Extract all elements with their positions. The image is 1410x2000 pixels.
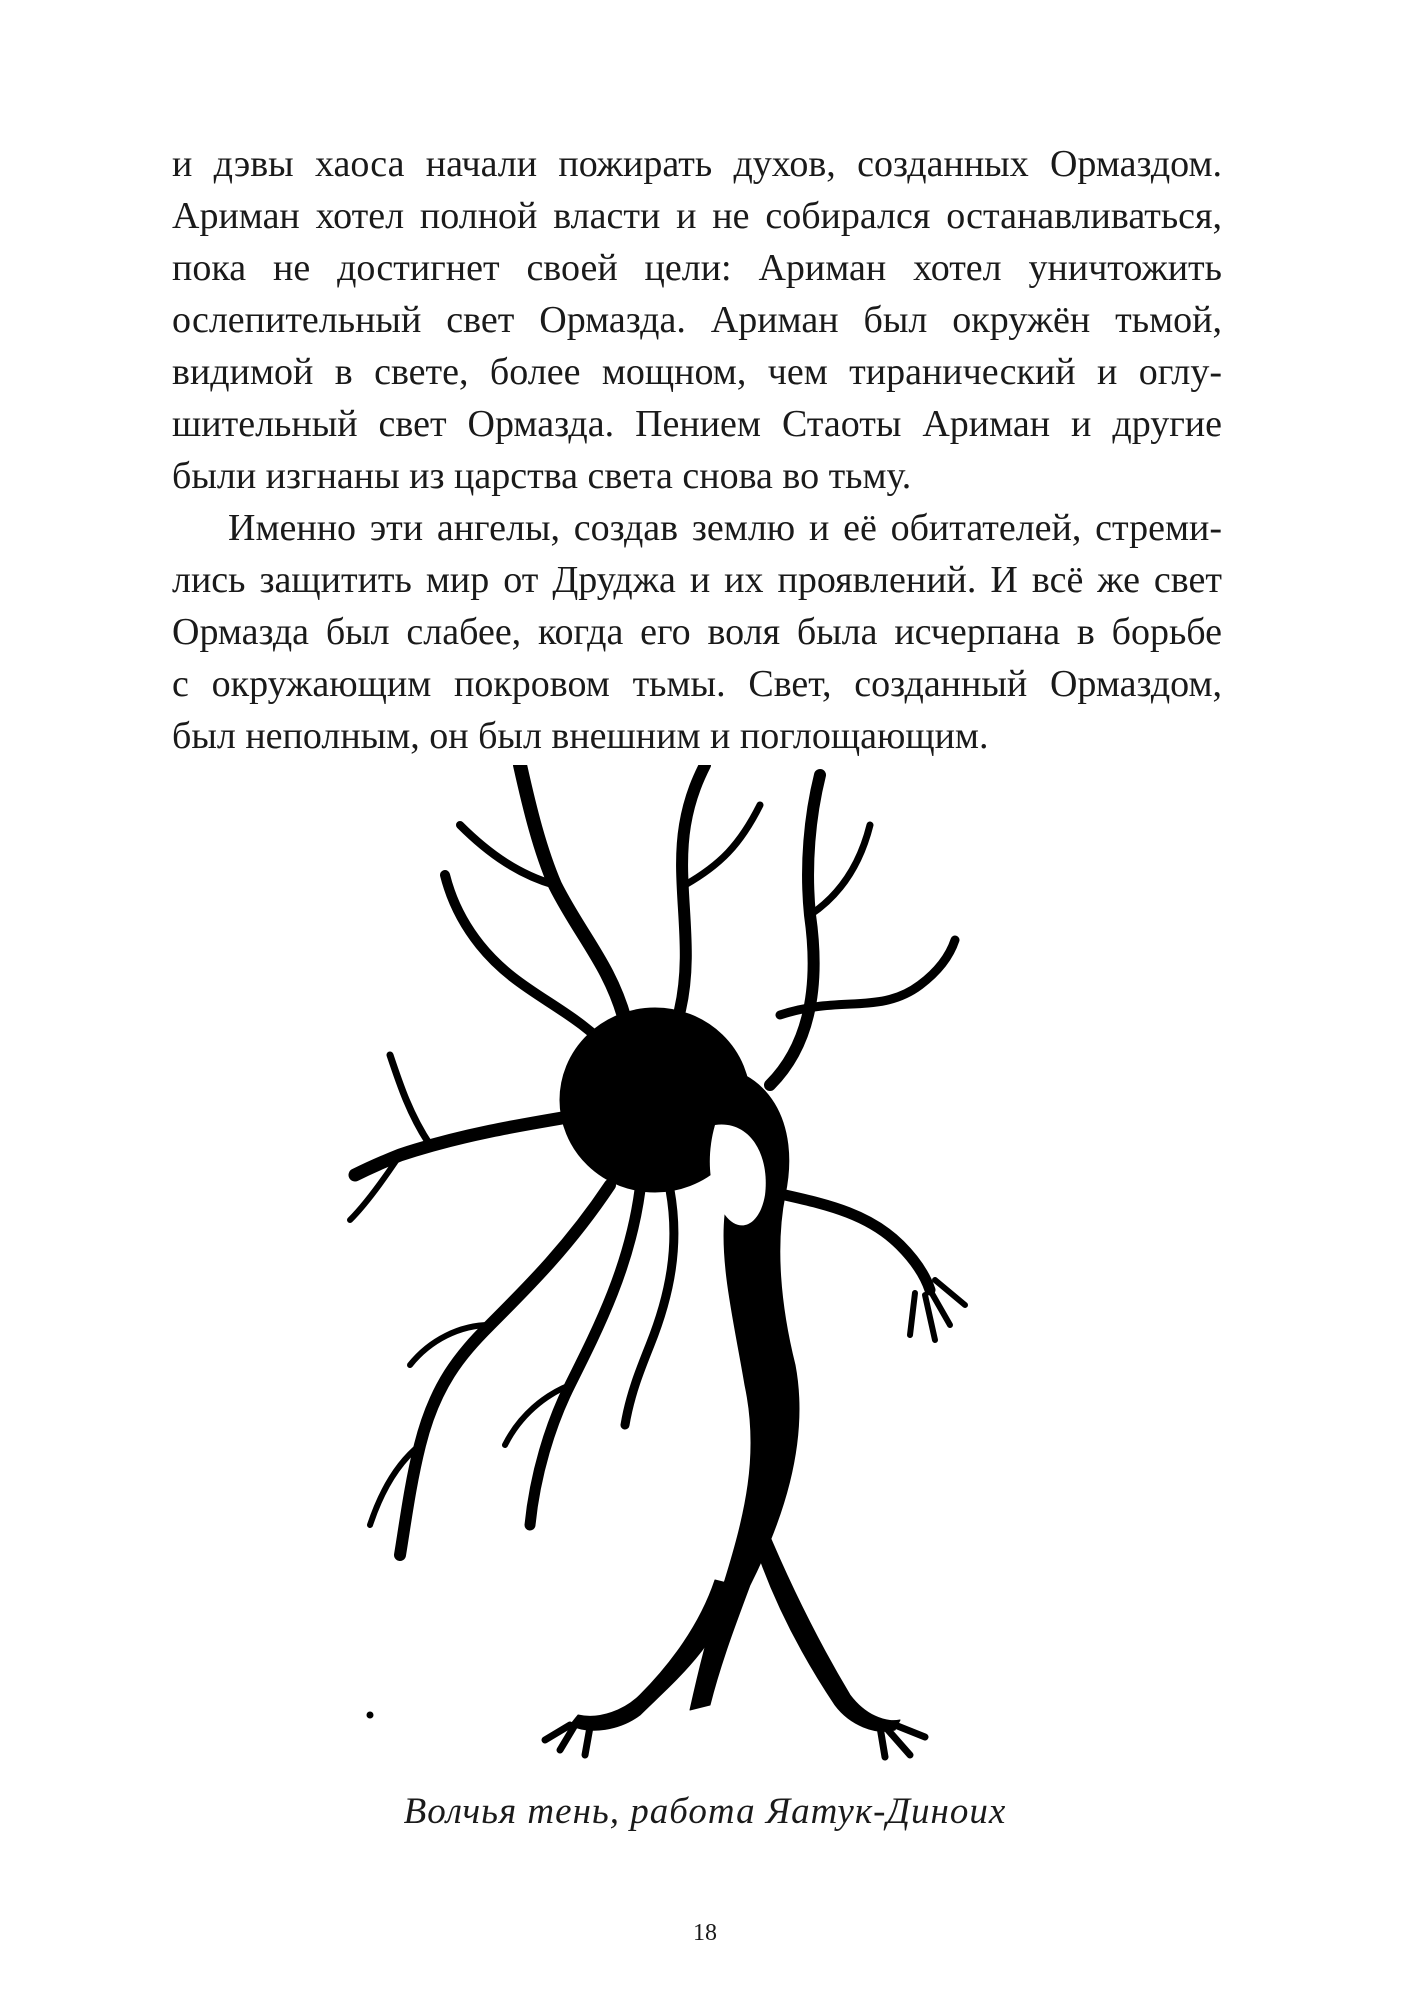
- text-line: с окружающим покровом тьмы. Свет, созданный Ормаздом,: [172, 663, 1222, 705]
- text-line: ослепительный свет Ормазда. Ариман был окружён тьмой,: [172, 299, 1222, 341]
- small-mark: [367, 1712, 373, 1718]
- text-line: лись защитить мир от Друджа и их проявлений. И всё же свет: [172, 559, 1222, 601]
- paragraph-2: [172, 502, 1222, 762]
- text-line: были изгнаны из царства света снова во тьму.: [172, 455, 912, 497]
- creature-right-leg: [755, 1525, 900, 1731]
- tendril-upper-right: [780, 940, 955, 1015]
- text-line: Именно эти ангелы, создав землю и её обитателей, стреми-: [228, 507, 1222, 549]
- right-hand-claws: [910, 1280, 965, 1340]
- silhouette-shapes: [350, 765, 965, 1757]
- tendril-left-arm-branch: [390, 1055, 430, 1145]
- tendril-upper-left: [445, 875, 615, 1055]
- tendril-top-left: [520, 765, 625, 1020]
- text-line: пока не достигнет своей цели: Ариман хотел уничтожить: [172, 247, 1222, 289]
- tendril-top-right: [770, 775, 820, 1085]
- text-line: Ормазда был слабее, когда его воля была исчерпана в борьбе: [172, 611, 1222, 653]
- tendril-lower-center: [530, 1190, 640, 1525]
- silhouette-figure: [340, 765, 1060, 1775]
- text-line: шительный свет Ормазда. Пением Стаоты Ариман и другие: [172, 403, 1222, 445]
- right-foot-claws: [880, 1725, 925, 1757]
- text-line: был неполным, он был внешним и поглощающим.: [172, 715, 989, 757]
- text-line: Ариман хотел полной власти и не собирался останавливаться,: [172, 195, 1222, 237]
- tendril-top-center-branch: [685, 805, 760, 885]
- shadow-creature-illustration: [340, 765, 1060, 1775]
- paragraph-1: [172, 138, 1222, 502]
- page-number: 18: [693, 1920, 717, 1946]
- figure-caption: Волчья тень, работа Яатук-Диноих: [403, 1791, 1007, 1832]
- text-line: и дэвы хаоса начали пожирать духов, созданных Ормаздом.: [172, 143, 1222, 185]
- tendril-top-right-branch: [810, 825, 870, 915]
- text-line: видимой в свете, более мощном, чем тиранический и оглу-: [172, 351, 1222, 393]
- tendril-left-arm: [355, 1115, 580, 1175]
- right-arm: [785, 1195, 930, 1290]
- body-text: [172, 138, 1222, 762]
